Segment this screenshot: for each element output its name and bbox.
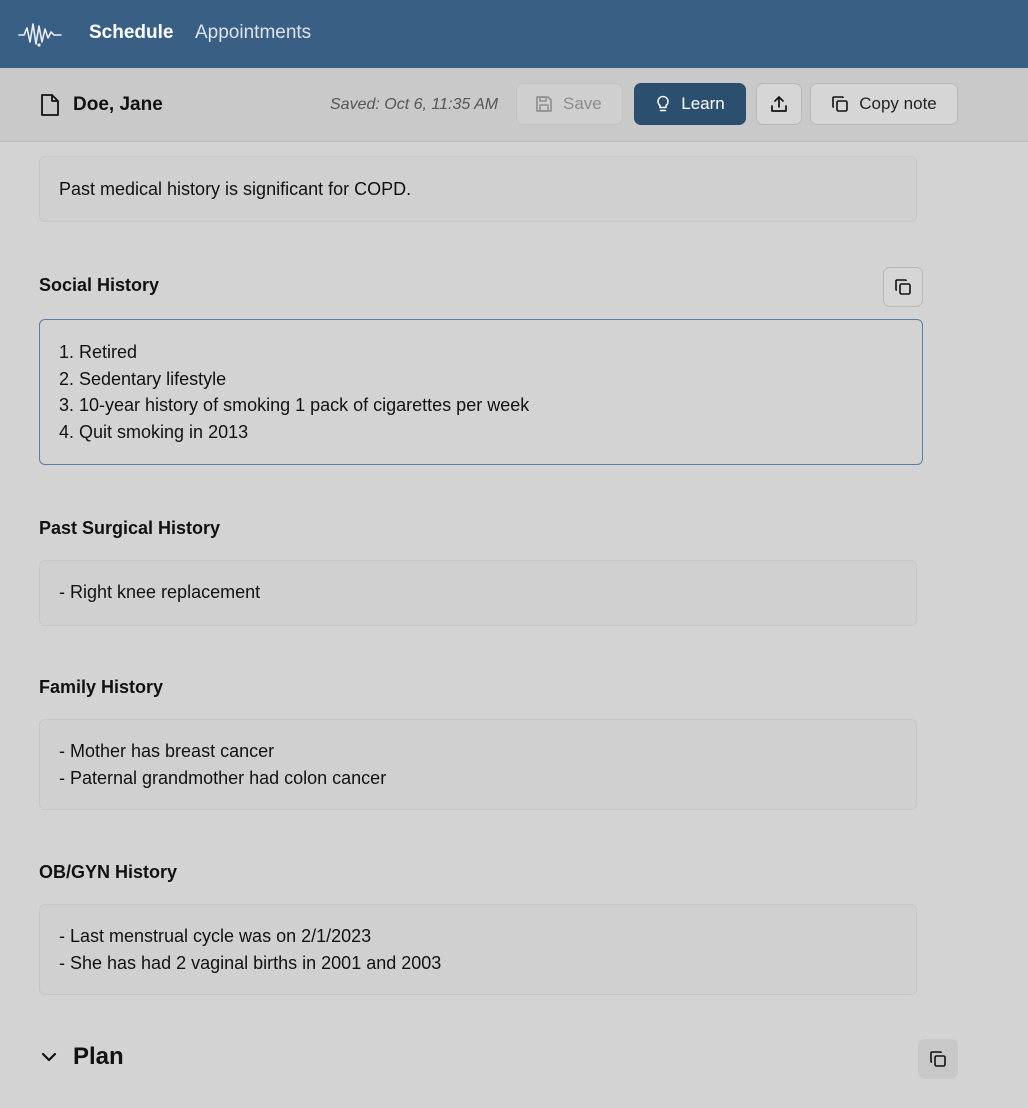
card-line: Past medical history is significant for COPD. [59,179,412,199]
card-line: - She has had 2 vaginal births in 2001 and 2003 [59,953,442,973]
chevron-down-icon[interactable] [39,1047,59,1067]
plan-title: Plan [73,1043,124,1070]
obgyn-history-title: OB/GYN History [39,862,178,882]
export-button[interactable] [756,83,802,125]
save-label: Save [563,94,602,113]
social-history-editor[interactable] [39,319,923,465]
copy-note-button[interactable] [810,83,958,125]
family-history-title: Family History [39,677,164,697]
nav-schedule[interactable]: Schedule [89,22,174,43]
document-icon [39,93,61,117]
copy-note-label: Copy note [859,94,937,113]
learn-button[interactable] [634,83,746,125]
waveform-logo-icon[interactable] [18,20,62,48]
obgyn-history-card[interactable] [39,904,917,995]
card-line: - Paternal grandmother had colon cancer [59,768,387,788]
floppy-disk-icon [535,95,553,113]
card-line: - Right knee replacement [59,582,261,602]
learn-label: Learn [681,94,725,113]
card-line: 2. Sedentary lifestyle [59,368,227,389]
copy-icon [929,1050,947,1068]
note-header [0,68,1028,142]
saved-status: Saved: Oct 6, 11:35 AM [330,96,499,113]
copy-icon [831,95,849,113]
card-line: 4. Quit smoking in 2013 [59,421,249,442]
save-button[interactable] [516,83,623,125]
card-line: 3. 10-year history of smoking 1 pack of cigarettes per week [59,395,530,415]
past-medical-history-card[interactable] [39,156,917,222]
past-surgical-history-title: Past Surgical History [39,518,221,538]
top-nav-bar [0,0,1028,68]
family-history-card[interactable] [39,719,917,810]
card-line: - Last menstrual cycle was on 2/1/2023 [59,926,372,946]
card-line: - Mother has breast cancer [59,741,275,761]
social-history-title: Social History [39,275,160,295]
card-line: 1. Retired [59,342,138,362]
nav-appointments[interactable]: Appointments [195,22,312,43]
plan-section-header[interactable] [39,1043,124,1071]
patient-name: Doe, Jane [73,94,163,115]
copy-plan-button[interactable] [918,1039,958,1079]
past-surgical-history-card[interactable] [39,560,917,626]
lightbulb-icon [655,95,671,113]
upload-icon [770,95,788,113]
copy-section-button[interactable] [883,267,923,307]
copy-icon [894,278,912,296]
